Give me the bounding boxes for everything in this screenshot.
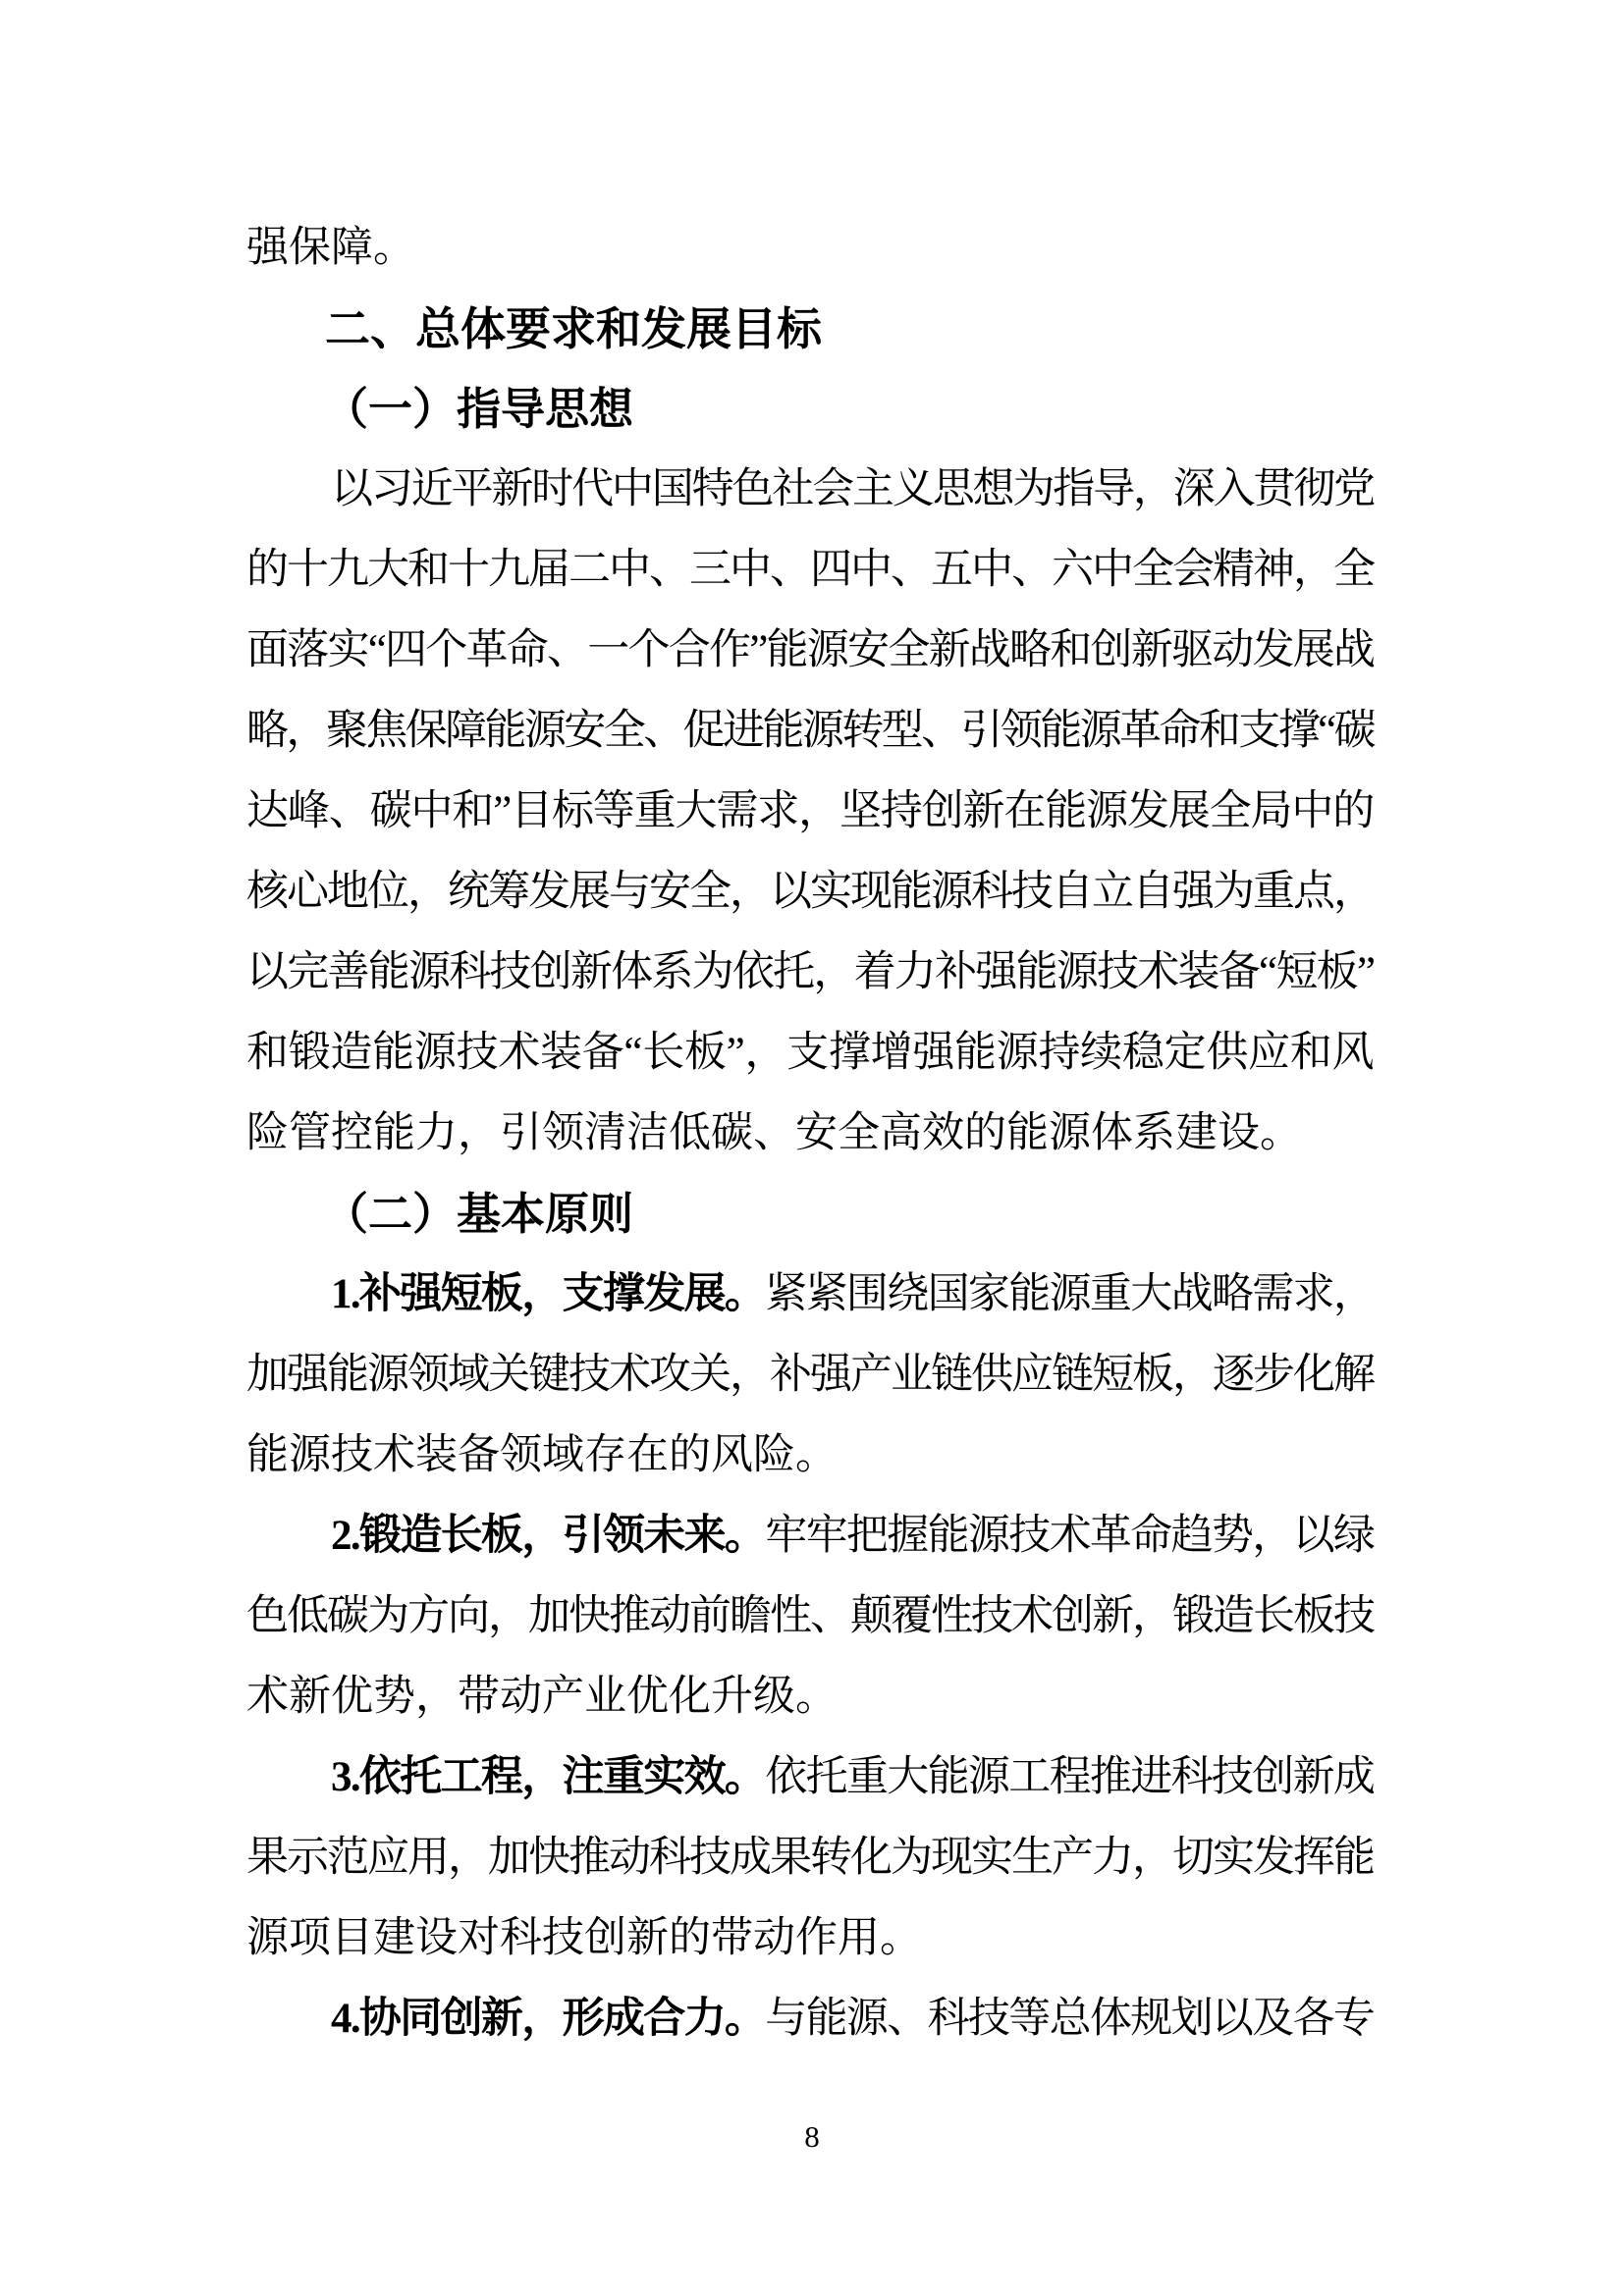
principle-title: 2.锻造长板，引领未来。 — [331, 1513, 766, 1559]
line-text: 以完善能源科技创新体系为依托，着力补强能源技术装备“短板” — [246, 949, 1375, 995]
body-text-line — [246, 1335, 1374, 1415]
body-text-line — [246, 1657, 1374, 1737]
line-text: 险管控能力，引领清洁低碳、安全高效的能源体系建设。 — [246, 1110, 1302, 1156]
line-text: 牢牢把握能源技术革命趋势，以绿 — [765, 1513, 1375, 1559]
section-heading — [246, 289, 1374, 369]
line-text: 依托重大能源工程推进科技创新成 — [765, 1754, 1375, 1800]
principle-title: 3.依托工程，注重实效。 — [331, 1754, 766, 1800]
paragraph-first-line — [246, 450, 1374, 530]
principle-item-line — [246, 1737, 1374, 1818]
line-text: 与能源、科技等总体规划以及各专 — [765, 1996, 1375, 2042]
body-text-line — [246, 772, 1374, 852]
document-body — [246, 208, 1374, 2059]
line-text: 面落实“四个革命、一个合作”能源安全新战略和创新驱动发展战 — [246, 627, 1375, 673]
body-text-line — [246, 1415, 1374, 1496]
line-text: 紧紧围绕国家能源重大战略需求， — [765, 1271, 1375, 1317]
line-text: 略，聚焦保障能源安全、促进能源转型、引领能源革命和支撑“碳 — [246, 708, 1375, 754]
body-text-line — [246, 1576, 1374, 1657]
body-text-line — [246, 611, 1374, 691]
line-text: 能源技术装备领域存在的风险。 — [246, 1432, 838, 1478]
subsection-heading-basic-principles — [246, 1174, 1374, 1255]
line-text: 果示范应用，加快推动科技成果转化为现实生产力，切实发挥能 — [246, 1835, 1374, 1881]
body-text-line — [246, 1898, 1374, 1979]
heading-text: （一）指导思想 — [324, 385, 634, 434]
line-text: 加强能源领域关键技术攻关，补强产业链供应链短板，逐步化解 — [246, 1352, 1374, 1398]
heading-text: 二、总体要求和发展目标 — [325, 303, 822, 354]
body-text-line — [246, 1094, 1374, 1174]
heading-text: （二）基本原则 — [324, 1190, 634, 1239]
body-text-line — [246, 691, 1374, 772]
line-text: 强保障。 — [246, 225, 415, 271]
body-text-line — [246, 530, 1374, 611]
body-text-line — [246, 208, 1374, 289]
line-text: 术新优势，带动产业优化升级。 — [246, 1674, 838, 1720]
body-text-line — [246, 933, 1374, 1013]
line-text: 和锻造能源技术装备“长板”，支撑增强能源持续稳定供应和风 — [246, 1030, 1375, 1076]
body-text-line — [246, 1818, 1374, 1898]
page-number: 8 — [804, 2119, 820, 2154]
principle-item-line — [246, 1496, 1374, 1576]
principle-item-line — [246, 1979, 1374, 2059]
line-text: 核心地位，统筹发展与安全，以实现能源科技自立自强为重点， — [246, 869, 1374, 915]
principle-title: 1.补强短板，支撑发展。 — [331, 1271, 766, 1317]
line-text: 色低碳为方向，加快推动前瞻性、颠覆性技术创新，锻造长板技 — [246, 1593, 1374, 1639]
line-text: 的十九大和十九届二中、三中、四中、五中、六中全会精神，全 — [246, 547, 1374, 593]
line-text: 源项目建设对科技创新的带动作用。 — [246, 1915, 922, 1961]
body-text-line — [246, 852, 1374, 933]
principle-item-line — [246, 1255, 1374, 1335]
principle-title: 4.协同创新，形成合力。 — [331, 1996, 766, 2042]
subsection-heading-guiding-ideology — [246, 369, 1374, 450]
body-text-line — [246, 1013, 1374, 1094]
line-text: 以习近平新时代中国特色社会主义思想为指导，深入贯彻党 — [331, 466, 1374, 512]
line-text: 达峰、碳中和”目标等重大需求，坚持创新在能源发展全局中的 — [246, 788, 1375, 834]
